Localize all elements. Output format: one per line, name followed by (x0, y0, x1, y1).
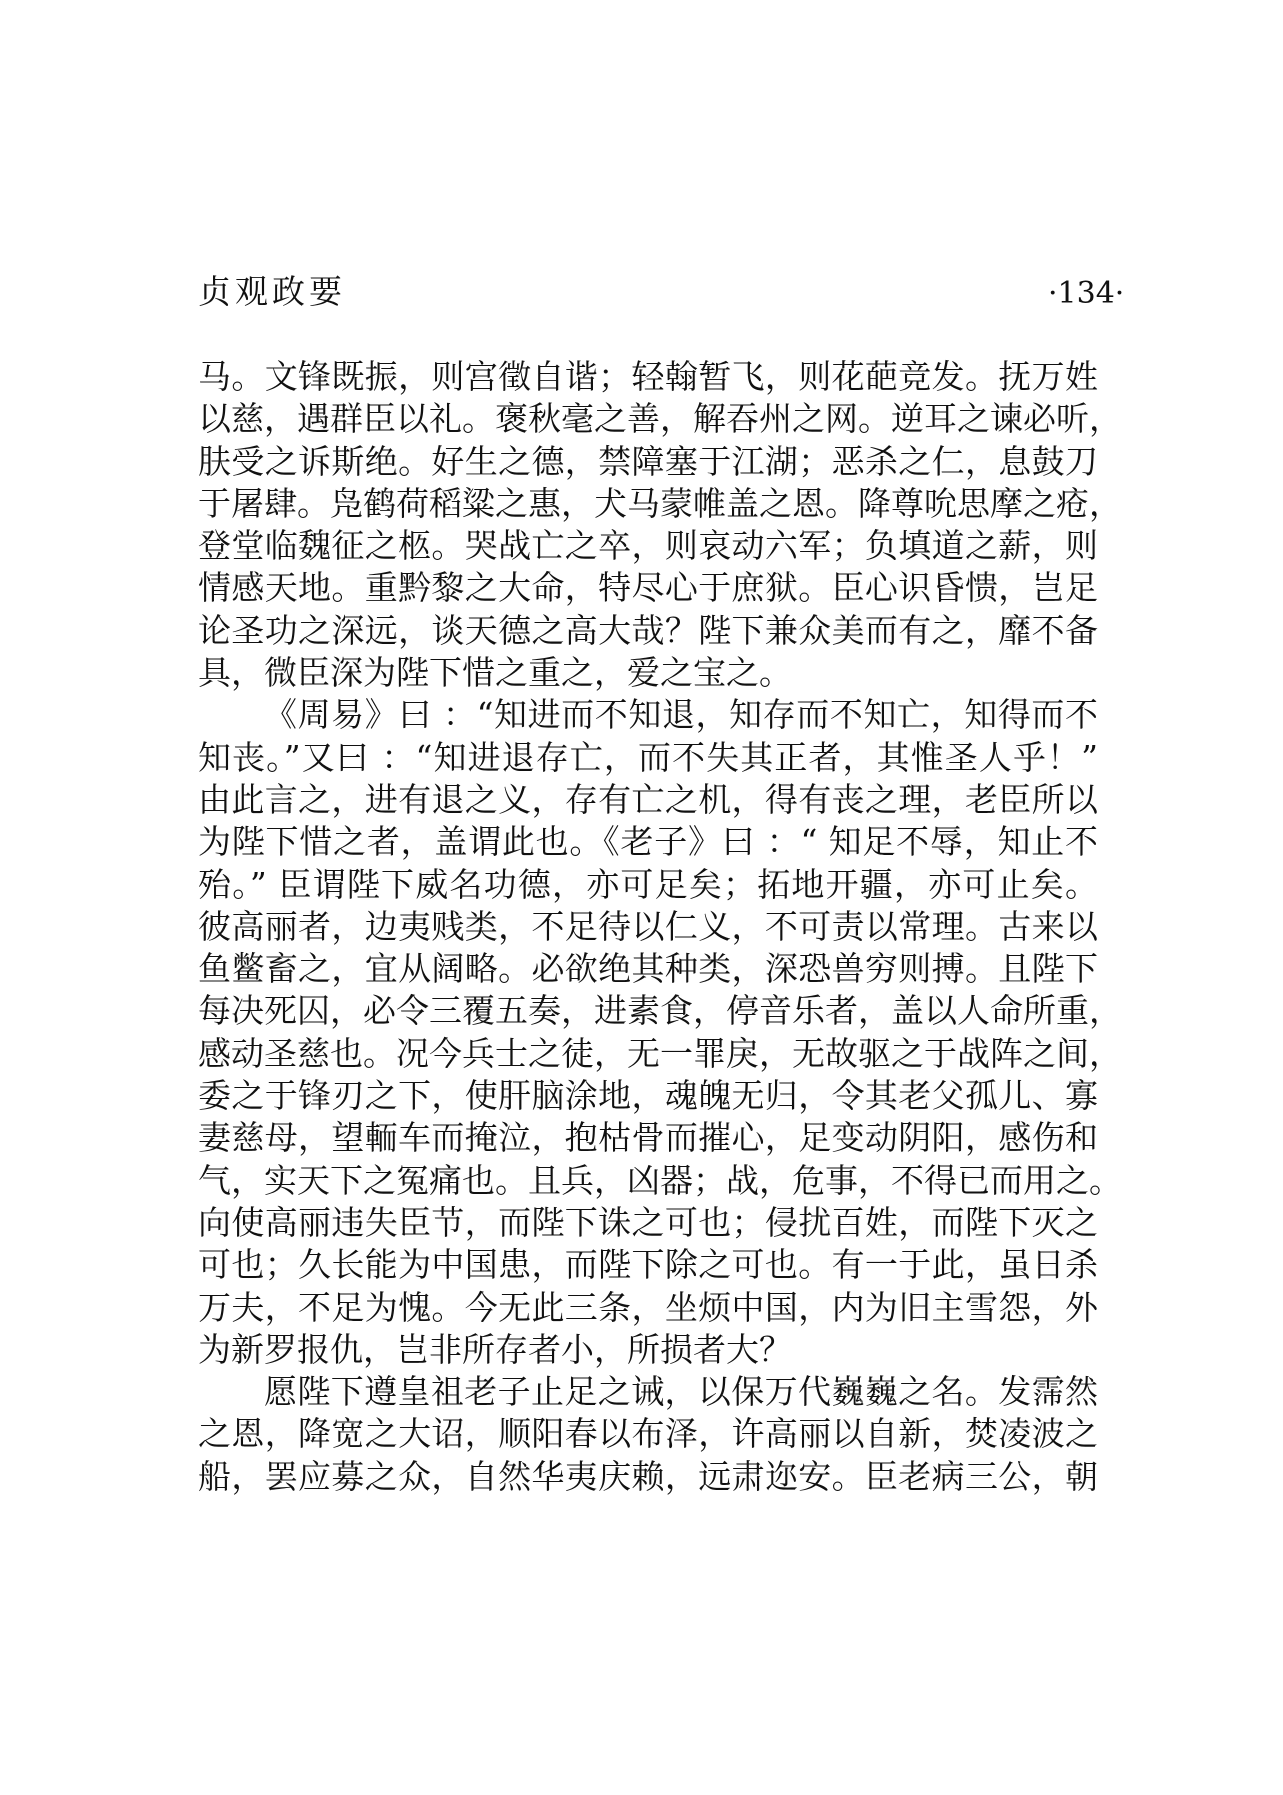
text-line: 《周易》曰 ：“知进而不知退，知存而不知亡，知得而不 (264, 695, 1098, 735)
text-line: 情感天地。重黔黎之大命，特尽心于庶狱。臣心识昏愦，岂足 (198, 568, 1098, 608)
text-line: 可也；久长能为中国患，而陛下除之可也。有一于此，虽日杀 (198, 1245, 1098, 1285)
text-line: 为陛下惜之者，盖谓此也。《老子》曰 ：“ 知足不辱，知止不 (198, 822, 1098, 862)
text-line: 彼高丽者，边夷贱类，不足待以仁义，不可责以常理。古来以 (198, 906, 1098, 946)
text-line: 万夫，不足为愧。今无此三条，坐烦中国，内为旧主雪怨，外 (198, 1287, 1098, 1327)
text-line: 于屠肆。凫鹤荷稻粱之惠，犬马蒙帷盖之恩。降尊吮思摩之疮， (198, 483, 1122, 523)
page-number: ·134· (1048, 276, 1125, 311)
text-line: 具，微臣深为陛下惜之重之，爱之宝之。 (198, 653, 792, 693)
text-line: 以慈，遇群臣以礼。褒秋毫之善，解吞州之网。逆耳之谏必听， (198, 399, 1122, 439)
paragraph (198, 1371, 1098, 1498)
text-line: 愿陛下遵皇祖老子止足之诫，以保万代巍巍之名。发霈然 (264, 1372, 1098, 1412)
text-line: 肤受之诉斯绝。好生之德，禁障塞于江湖；恶杀之仁，息鼓刀 (198, 441, 1098, 481)
text-line: 由此言之，进有退之义，存有亡之机，得有丧之理，老臣所以 (198, 779, 1098, 819)
text-line: 船，罢应募之众，自然华夷庆赖，远肃迩安。臣老病三公，朝 (198, 1456, 1098, 1496)
text-line: 论圣功之深远，谈天德之高大哉？陛下兼众美而有之，靡不备 (198, 610, 1098, 650)
text-line: 向使高丽违失臣节，而陛下诛之可也；侵扰百姓，而陛下灭之 (198, 1202, 1098, 1242)
text-line: 登堂临魏征之柩。哭战亡之卒，则哀动六军；负填道之薪，则 (198, 526, 1098, 566)
text-line: 之恩，降宽之大诏，顺阳春以布泽，许高丽以自新，焚凌波之 (198, 1414, 1098, 1454)
body-text (198, 356, 1122, 1498)
text-line: 殆。” 臣谓陛下威名功德，亦可足矣；拓地开疆，亦可止矣。 (198, 864, 1098, 904)
text-line: 委之于锋刃之下，使肝脑涂地，魂魄无归，令其老父孤儿、寡 (198, 1076, 1098, 1116)
text-line: 鱼鳖畜之，宜从阔略。必欲绝其种类，深恐兽穷则搏。且陛下 (198, 949, 1098, 989)
text-line: 气，实天下之冤痛也。且兵，凶器；战，危事，不得已而用之。 (198, 1160, 1122, 1200)
text-line: 马。文锋既振，则宫徵自谐；轻翰暂飞，则花葩竞发。抚万姓 (198, 357, 1098, 396)
paragraph (198, 356, 1122, 694)
text-line: 每决死囚，必令三覆五奏，进素食，停音乐者，盖以人命所重， (198, 991, 1122, 1031)
running-header-title: 贞观政要 (198, 272, 346, 311)
text-line: 感动圣慈也。况今兵士之徒，无一罪戾，无故驱之于战阵之间， (198, 1033, 1122, 1073)
text-line: 知丧。”又曰 ：“知进退存亡，而不失其正者，其惟圣人乎！” (198, 737, 1098, 777)
text-line: 妻慈母，望輀车而掩泣，抱枯骨而摧心，足变动阴阳，感伤和 (198, 1118, 1098, 1158)
text-line: 为新罗报仇，岂非所存者小，所损者大？ (198, 1329, 792, 1369)
paragraph (198, 694, 1122, 1371)
